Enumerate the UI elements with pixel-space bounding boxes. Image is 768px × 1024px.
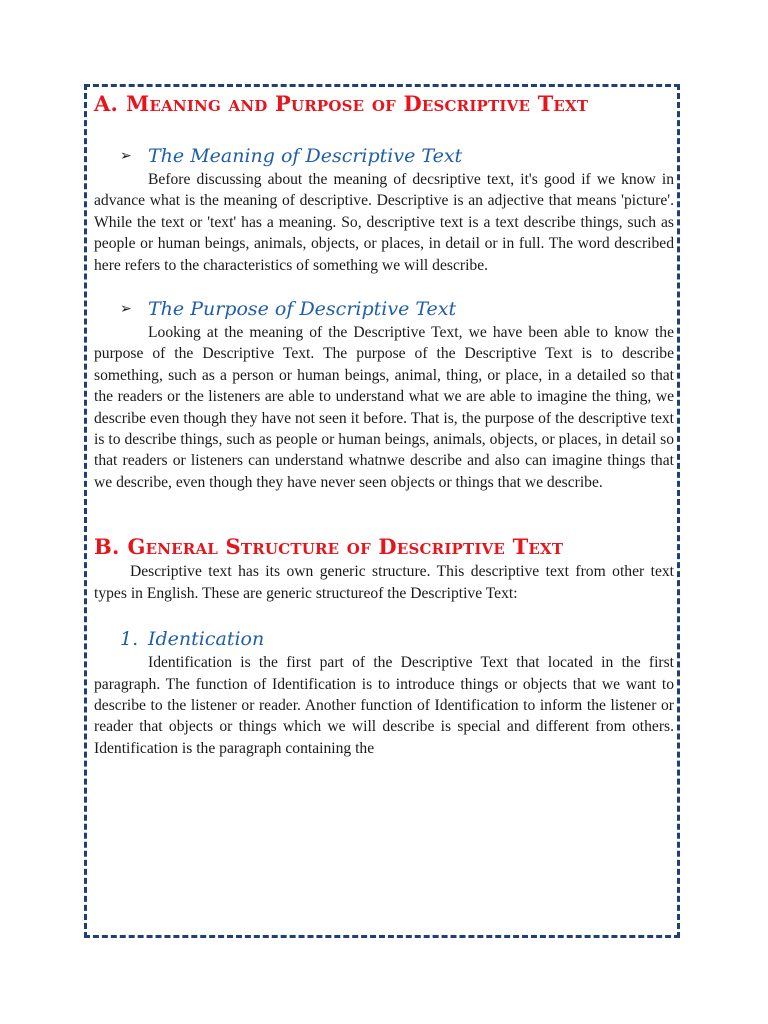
meaning-paragraph: Before discussing about the meaning of decsriptive text, it's good if we know in advance what is the meaning of descriptive. Descriptive is an adjective that means 'picture'. While the text or 'text' has a meaning. So, descriptive text is a text describe things, such as people or human beings, animals, objects, or places, in detail or in full. The word described here refers to the characteristics of something we will describe. [94,171,674,274]
section-a-letter: A. [94,91,119,116]
identification-heading-text: Identication [148,628,265,651]
meaning-subheading [94,143,674,169]
identification-paragraph: Identification is the first part of the Descriptive Text that located in the first paragraph. The function of Identification is to introduce things or objects that we want to describe to the listener or reader. Another function of Identification to inform the listener or reader that objects or things which we will describe is special and different from others. Identification is the paragraph containing the [94,654,674,757]
purpose-subheading [94,296,674,322]
purpose-heading-text: The Purpose of Descriptive Text [148,298,457,321]
list-number: 1. [120,628,139,651]
section-b-title: General Structure of Descriptive Text [127,534,564,560]
section-b-letter: B. [94,534,120,560]
document-body [94,88,674,759]
structure-intro-paragraph: Descriptive text has its own generic structure. This descriptive text from other text types in English. These are generic structureof the Descriptive Text: [94,563,674,602]
section-b-heading [94,533,674,561]
identification-subheading [94,626,674,652]
arrow-bullet-icon: ➢ [120,148,132,164]
meaning-heading-text: The Meaning of Descriptive Text [148,145,463,167]
arrow-bullet-icon: ➢ [120,301,132,318]
section-a-title: Meaning and Purpose of Descriptive Text [126,91,589,116]
purpose-paragraph: Looking at the meaning of the Descriptive Text, we have been able to know the purpose of the Descriptive Text. The purpose of the Descriptive Text is to describe something, such as a person or human beings, animal, thing, or place, in a detailed so that the readers or the listeners are able to understand what we are able to imagine the thing, we describe even though they have not seen it before. That is, the purpose of the descriptive text is to describe things, such as people or human beings, animals, objects, or places, in detail so that readers or listeners can understand whatnwe describe and also can imagine things that we describe, even though they have never seen objects or things that we describe. [94,324,674,491]
section-a-heading [94,90,674,118]
